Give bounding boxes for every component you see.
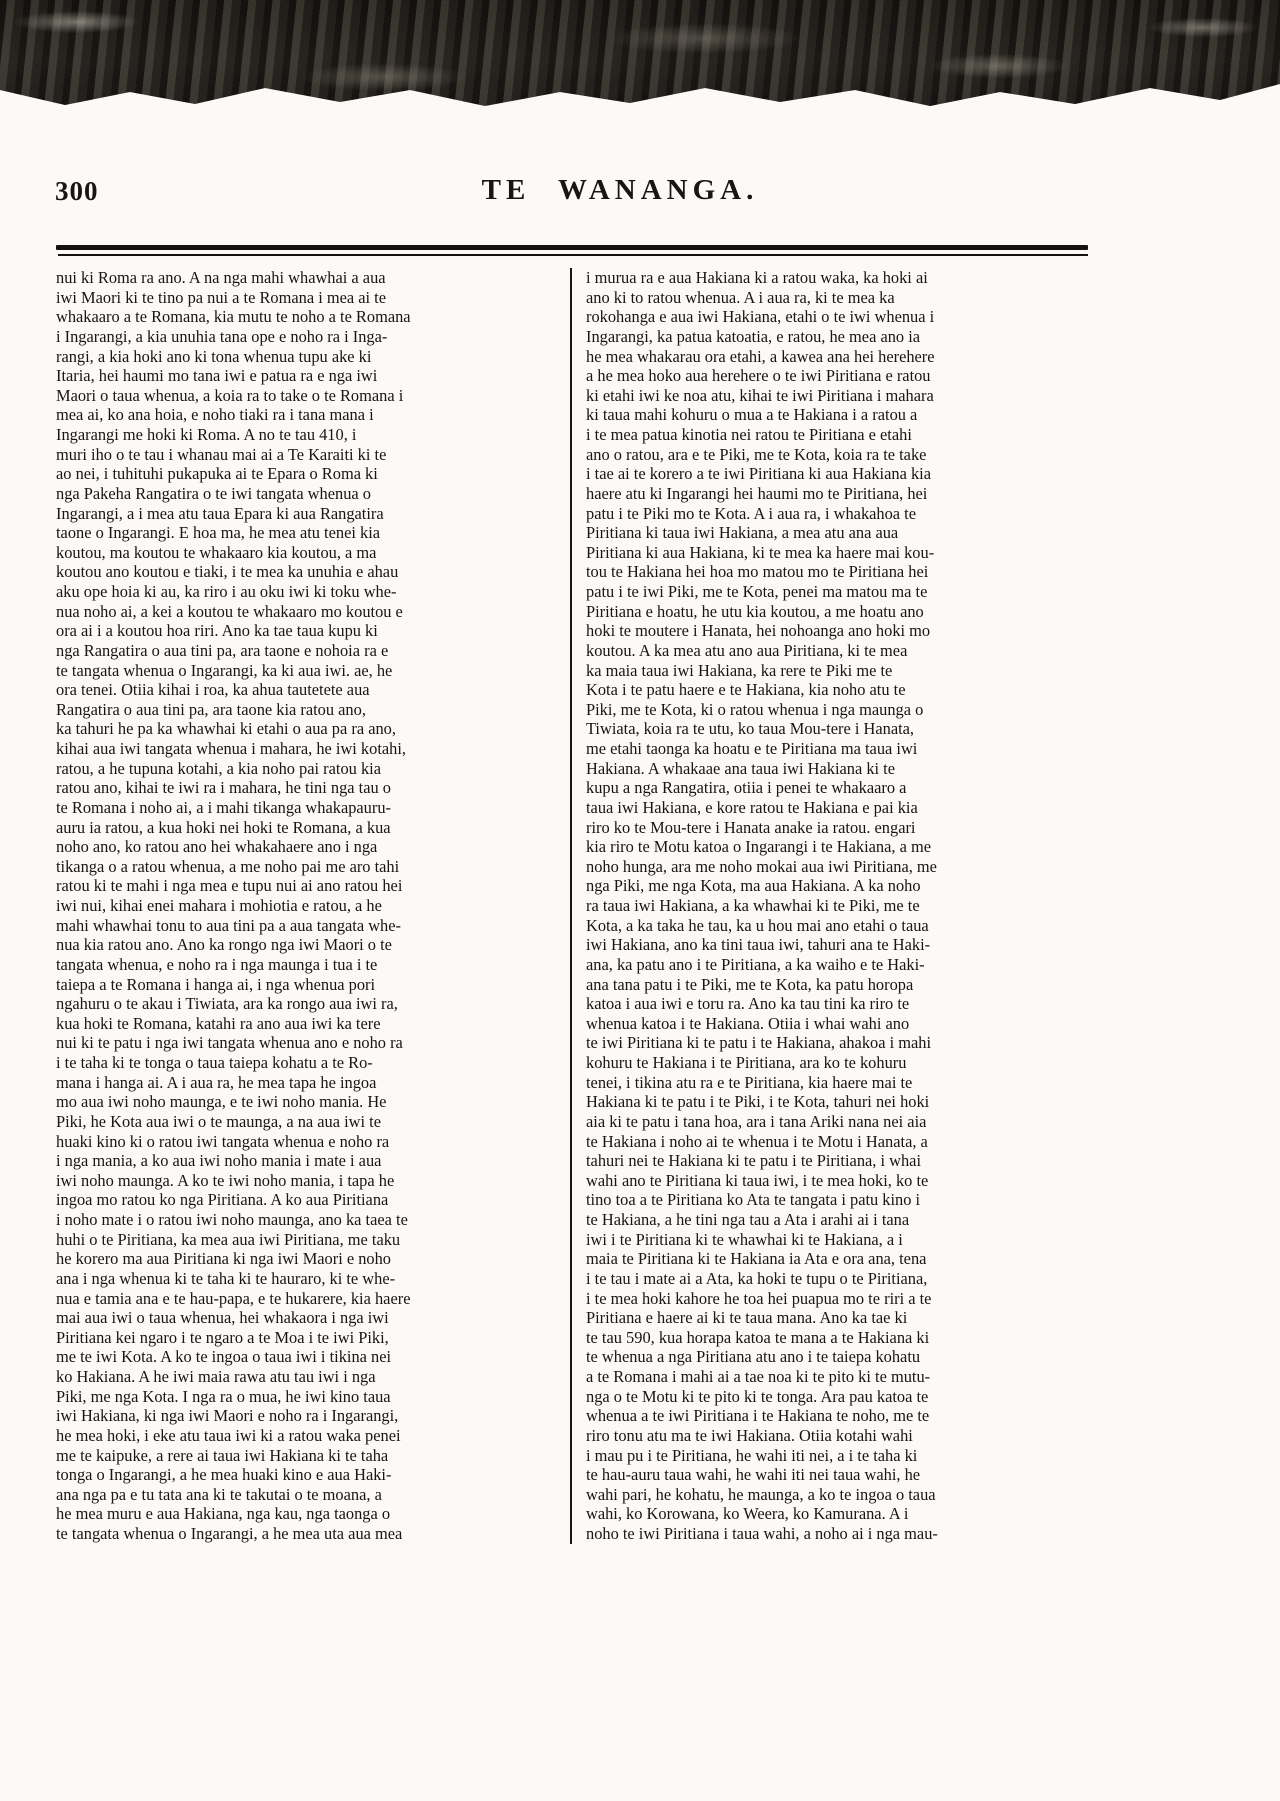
text-line: Itaria, hei haumi mo tana iwi e patua ra e nga iwi bbox=[56, 366, 378, 386]
text-line: Maori o taua whenua, a koia ra to take o te Romana i bbox=[56, 385, 404, 405]
text-line: patu i te iwi Piki, me te Kota, penei ma matou ma te bbox=[586, 582, 928, 601]
text-line: Ingarangi, ka patua katoatia, e ratou, he mea ano ia bbox=[586, 326, 921, 346]
text-line: aia ki te patu i tana hoa, ara i tana Ariki nana nei aia bbox=[586, 1111, 927, 1131]
text-line: ana nga pa e tu tata ana ki te takutai o te moana, a bbox=[56, 1484, 382, 1504]
text-line: wahi ano te Piritiana ki taua iwi, i te mea hoki, ko te bbox=[586, 1170, 929, 1190]
text-line: haere atu ki Ingarangi hei haumi mo te Piritiana, hei bbox=[586, 483, 928, 503]
text-line: ratou, a he tupuna kotahi, a kia noho pai ratou kia bbox=[56, 758, 381, 778]
text-line: mo aua iwi noho maunga, e te iwi noho mania. He bbox=[56, 1092, 387, 1112]
text-line: nua kia ratou ano. Ano ka rongo nga iwi Maori o te bbox=[56, 935, 392, 955]
text-line: me te iwi Kota. A ko te ingoa o taua iwi i tikina nei bbox=[56, 1347, 392, 1367]
text-line: i nga mania, a ko aua iwi noho mania i mate i aua bbox=[56, 1151, 382, 1171]
text-line: Piki, me te Kota, ki o ratou whenua i nga maunga o bbox=[586, 699, 924, 719]
text-line: ora tenei. Otiia kihai i roa, ka ahua tautetete aua bbox=[56, 680, 370, 700]
text-line: he mea whakarau ora etahi, a kawea ana hei herehere bbox=[586, 346, 935, 366]
text-line: i tae ai te korero a te iwi Piritiana ki aua Hakiana kia bbox=[586, 464, 931, 484]
text-line: te tangata whenua o Ingarangi, ka ki aua iwi. ae, he bbox=[56, 660, 393, 680]
text-line: Piritiana e haere ai ki te taua mana. Ano ka tae ki bbox=[586, 1308, 908, 1328]
text-line: Kota, a ka taka he tau, ka u hou mai ano etahi o taua bbox=[586, 915, 929, 935]
text-line: noho ano, ko ratou ano hei whakahaere ano i nga bbox=[56, 837, 378, 857]
text-line: i te mea patua kinotia nei ratou te Piritiana e etahi bbox=[586, 425, 912, 444]
text-line: tahuri nei te Hakiana ki te patu i te Piritiana, i whai bbox=[586, 1151, 921, 1171]
text-line: Piki, he Kota aua iwi o te maunga, a na aua iwi te bbox=[56, 1111, 381, 1131]
text-line: riro ko te Mou-tere i Hanata anake ia ratou. engari bbox=[586, 817, 916, 837]
text-line: huhi o te Piritiana, ka mea aua iwi Piritiana, me taku bbox=[56, 1229, 401, 1249]
text-line: auru ia ratou, a kua hoki nei hoki te Romana, a kua bbox=[56, 817, 391, 837]
text-line: ka tahuri he pa ka whawhai ki etahi o aua pa ra ano, bbox=[56, 719, 396, 739]
text-line: te hau-auru taua wahi, he wahi iti nei taua wahi, he bbox=[586, 1465, 921, 1485]
text-line: kia riro te Motu katoa o Ingarangi i te Hakiana, a me bbox=[586, 837, 931, 857]
text-line: nga Rangatira o aua tini pa, ara taone e nohoia ra e bbox=[56, 640, 389, 660]
text-line: ki taua mahi kohuru o mua a te Hakiana i a ratou a bbox=[586, 405, 918, 425]
text-line: Ingarangi, a i mea atu taua Epara ki aua Rangatira bbox=[56, 503, 384, 523]
text-line: i mau pu i te Piritiana, he wahi iti nei, a i te taha ki bbox=[586, 1445, 918, 1465]
text-line: taua iwi Hakiana, e kore ratou te Hakiana e pai kia bbox=[586, 797, 918, 817]
text-line: ana, ka patu ano i te Piritiana, a ka waiho e te Haki- bbox=[586, 954, 925, 974]
text-line: Ingarangi me hoki ki Roma. A no te tau 410, i bbox=[56, 425, 357, 444]
text-line: ngahuru o te akau i Tiwiata, ara ka rongo aua iwi ra, bbox=[56, 994, 398, 1014]
text-line: koutou, ma koutou te whakaaro kia koutou, a ma bbox=[56, 542, 377, 562]
text-line: ao nei, i tuhituhi pukapuka ai te Epara o Roma ki bbox=[56, 464, 378, 484]
text-line: koutou ano koutou e tiaki, i te mea ka unuhia e ahau bbox=[56, 562, 399, 582]
text-line: nga Piki, me nga Kota, ma aua Hakiana. A ka noho bbox=[586, 876, 921, 896]
text-line: ana tana patu i te Piki, me te Kota, ka patu horopa bbox=[586, 974, 914, 994]
text-column-left bbox=[56, 268, 556, 1544]
text-line: he mea hoki, i eke atu taua iwi ki a ratou waka penei bbox=[56, 1425, 401, 1445]
text-line: i te taha ki te tonga o taua taiepa kohatu a te Ro- bbox=[56, 1053, 373, 1072]
text-line: noho te iwi Piritiana i taua wahi, a noho ai i nga mau- bbox=[586, 1524, 938, 1543]
text-line: me te kaipuke, a rere ai taua iwi Hakiana ki te taha bbox=[56, 1445, 389, 1465]
text-line: aku ope hoia ki au, ka riro i au oku iwi ki toku whe- bbox=[56, 582, 397, 601]
column-divider bbox=[570, 268, 572, 1544]
text-line: ka maia taua iwi Hakiana, ka rere te Piki me te bbox=[586, 660, 893, 680]
text-line: tonga o Ingarangi, a he mea huaki kino e aua Haki- bbox=[56, 1465, 392, 1485]
text-line: wahi pari, he kohatu, he maunga, a ko te ingoa o taua bbox=[586, 1484, 936, 1504]
text-line: Tiwiata, koia ra te utu, ko taua Mou-tere i Hanata, bbox=[586, 719, 915, 739]
text-line: Piki, me nga Kota. I nga ra o mua, he iwi kino taua bbox=[56, 1386, 391, 1406]
text-line: mana i hanga ai. A i aua ra, he mea tapa he ingoa bbox=[56, 1072, 377, 1092]
text-line: iwi i te Piritiana ki te whawhai ki te Hakiana, a i bbox=[586, 1229, 903, 1249]
text-line: taone o Ingarangi. E hoa ma, he mea atu tenei kia bbox=[56, 523, 381, 543]
text-line: Piritiana ki taua iwi Hakiana, a mea atu ana aua bbox=[586, 523, 899, 543]
text-line: te iwi Piritiana ki te patu i te Hakiana, ahakoa i mahi bbox=[586, 1033, 932, 1053]
text-line: tou te Hakiana hei hoa mo matou mo te Piritiana hei bbox=[586, 562, 929, 582]
text-line: kohuru te Hakiana i te Piritiana, ara ko te kohuru bbox=[586, 1053, 907, 1072]
text-line: koutou. A ka mea atu ano aua Piritiana, ki te mea bbox=[586, 640, 908, 660]
text-line: iwi nui, kihai enei mahara i mohiotia e ratou, a he bbox=[56, 896, 382, 915]
text-line: tino toa a te Piritiana ko Ata te tangata i patu kino i bbox=[586, 1190, 921, 1210]
text-line: nua e tamia ana e te hau-papa, e te hukarere, kia haere bbox=[56, 1288, 411, 1308]
text-line: ratou ki te mahi i nga mea e tupu nui ai ano ratou hei bbox=[56, 876, 403, 896]
text-line: ora ai i a koutou hoa riri. Ano ka tae taua kupu ki bbox=[56, 621, 378, 641]
text-column-right bbox=[586, 268, 1088, 1544]
text-line: muri iho o te tau i whanau mai ai a Te Karaiti ki te bbox=[56, 444, 387, 464]
header-rule-thin bbox=[58, 254, 1088, 256]
text-line: ingoa mo ratou ko nga Piritiana. A ko aua Piritiana bbox=[56, 1190, 389, 1210]
text-line: i murua ra e aua Hakiana ki a ratou waka, ka hoki ai bbox=[586, 268, 928, 287]
text-columns bbox=[56, 268, 1088, 1544]
text-line: Hakiana ki te patu i te Piki, i te Kota, tahuri nei hoki bbox=[586, 1092, 930, 1112]
text-line: Piritiana kei ngaro i te ngaro a te Moa i te iwi Piki, bbox=[56, 1327, 389, 1347]
text-line: he korero ma aua Piritiana ki nga iwi Maori e noho bbox=[56, 1249, 391, 1269]
text-line: i noho mate i o ratou iwi noho maunga, ano ka taea te bbox=[56, 1210, 408, 1229]
text-line: mai aua iwi o taua whenua, hei whakaora i nga iwi bbox=[56, 1308, 389, 1328]
text-line: te whenua a nga Piritiana atu ano i te taiepa kohatu bbox=[586, 1347, 921, 1367]
text-line: ki etahi iwi ke noa atu, kihai te iwi Piritiana i mahara bbox=[586, 385, 934, 405]
text-line: iwi Maori ki te tino pa nui a te Romana i mea ai te bbox=[56, 287, 386, 307]
text-line: ratou ano, kihai te iwi ra i mahara, he tini nga tau o bbox=[56, 778, 391, 798]
text-line: te tangata whenua o Ingarangi, a he mea uta aua mea bbox=[56, 1524, 403, 1543]
text-line: te Hakiana, a he tini nga tau a Ata i arahi ai i tana bbox=[586, 1210, 910, 1229]
text-line: nui ki te patu i nga iwi tangata whenua ano e noho ra bbox=[56, 1033, 403, 1053]
text-line: iwi Hakiana, ki nga iwi Maori e noho ra i Ingarangi, bbox=[56, 1406, 399, 1426]
text-line: i te mea hoki kahore he toa hei puapua mo te riri a te bbox=[586, 1288, 932, 1308]
text-line: te Romana i noho ai, a i mahi tikanga whakapauru- bbox=[56, 797, 391, 817]
text-line: Hakiana. A whakaae ana taua iwi Hakiana ki te bbox=[586, 758, 896, 778]
text-line: ko Hakiana. A he iwi maia rawa atu tau iwi i nga bbox=[56, 1367, 376, 1386]
text-line: kihai aua iwi tangata whenua i mahara, he iwi kotahi, bbox=[56, 739, 406, 758]
text-line: whenua katoa i te Hakiana. Otiia i whai wahi ano bbox=[586, 1013, 910, 1033]
text-line: kupu a nga Rangatira, otiia i penei te whakaaro a bbox=[586, 778, 907, 798]
scan-edge-band bbox=[0, 0, 1280, 110]
text-line: a te Romana i mahi ai a tae noa ki te pito ki te mutu- bbox=[586, 1367, 931, 1386]
text-line: Piritiana ki aua Hakiana, ki te mea ka haere mai kou- bbox=[586, 542, 935, 562]
text-line: a he mea hoko aua herehere o te iwi Piritiana e ratou bbox=[586, 366, 931, 386]
text-line: i te tau i mate ai a Ata, ka hoki te tupu o te Piritiana, bbox=[586, 1268, 928, 1288]
text-line: wahi, ko Korowana, ko Weera, ko Kamurana. A i bbox=[586, 1504, 909, 1524]
text-line: nui ki Roma ra ano. A na nga mahi whawhai a aua bbox=[56, 268, 386, 287]
text-line: taiepa a te Romana i hanga ai, i nga whenua pori bbox=[56, 974, 376, 994]
text-line: te tau 590, kua horapa katoa te mana a te Hakiana ki bbox=[586, 1327, 930, 1347]
text-line: he mea muru e aua Hakiana, nga kau, nga taonga o bbox=[56, 1504, 391, 1524]
text-line: whakaaro a te Romana, kia mutu te noho a te Romana bbox=[56, 307, 411, 327]
text-line: patu i te Piki mo te Kota. A i aua ra, i whakahoa te bbox=[586, 503, 917, 523]
text-line: iwi Hakiana, ano ka tini taua iwi, tahuri ana te Haki- bbox=[586, 935, 931, 955]
text-line: iwi noho maunga. A ko te iwi noho mania, i tapa he bbox=[56, 1170, 395, 1190]
text-line: whenua a te iwi Piritiana i te Hakiana te noho, me te bbox=[586, 1406, 930, 1426]
text-line: mea ai, ko ana hoia, e noho tiaki ra i tana mana i bbox=[56, 405, 374, 425]
text-line: nua noho ai, a kei a koutou te whakaaro mo koutou e bbox=[56, 601, 403, 621]
page-number: 300 bbox=[55, 176, 99, 206]
text-line: noho hunga, ara me noho mokai aua iwi Piritiana, me bbox=[586, 856, 937, 876]
text-line: ana i nga whenua ki te taha ki te hauraro, ki te whe- bbox=[56, 1268, 396, 1288]
text-line: rangi, a kia hoki ano ki tona whenua tupu ake ki bbox=[56, 346, 372, 366]
text-line: ano ki to ratou whenua. A i aua ra, ki te mea ka bbox=[586, 287, 895, 307]
text-line: tikanga o a ratou whenua, a me noho pai me aro tahi bbox=[56, 856, 400, 876]
text-line: nga o te Motu ki te pito ki te tonga. Ara pau katoa te bbox=[586, 1386, 929, 1406]
text-line: tenei, i tikina atu ra e te Piritiana, kia haere mai te bbox=[586, 1072, 913, 1092]
text-line: i Ingarangi, a kia unuhia tana ope e noho ra i Inga- bbox=[56, 326, 388, 346]
text-line: huaki kino ki o ratou iwi tangata whenua e noho ra bbox=[56, 1131, 390, 1151]
text-line: riro tonu atu ma te iwi Hakiana. Otiia kotahi wahi bbox=[586, 1425, 913, 1445]
text-line: katoa i aua iwi e toru ra. Ano ka tau tini ka riro te bbox=[586, 994, 910, 1014]
text-line: maia te Piritiana ki te Hakiana ia Ata e ora ana, tena bbox=[586, 1249, 927, 1269]
text-line: mahi whawhai tonu to aua tini pa a aua tangata whe- bbox=[56, 915, 401, 935]
text-line: me etahi taonga ka hoatu e te Piritiana ma taua iwi bbox=[586, 739, 918, 758]
text-line: ano o ratou, ara e te Piki, me te Kota, koia ra te take bbox=[586, 444, 927, 464]
text-line: tangata whenua, e noho ra i nga maunga i tua i te bbox=[56, 954, 378, 974]
text-line: Piritiana e hoatu, he utu kia koutou, a me hoatu ano bbox=[586, 601, 924, 621]
text-line: Rangatira o aua tini pa, ara taone kia ratou ano, bbox=[56, 699, 366, 719]
text-line: nga Pakeha Rangatira o te iwi tangata whenua o bbox=[56, 483, 371, 503]
text-line: ra taua iwi Hakiana, a ka whawhai ki te Piki, me te bbox=[586, 896, 920, 915]
text-line: hoki te moutere i Hanata, hei nohoanga ano hoki mo bbox=[586, 621, 931, 641]
text-line: te Hakiana i noho ai te whenua i te Motu i Hanata, a bbox=[586, 1131, 928, 1151]
text-line: rokohanga e aua iwi Hakiana, etahi o te iwi whenua i bbox=[586, 307, 935, 327]
text-line: kua hoki te Romana, katahi ra ano aua iwi ka tere bbox=[56, 1013, 381, 1033]
page-title: TE WANANGA. bbox=[481, 174, 759, 206]
header-rule-thick bbox=[56, 245, 1088, 250]
text-line: Kota i te patu haere e te Hakiana, kia noho atu te bbox=[586, 680, 906, 700]
